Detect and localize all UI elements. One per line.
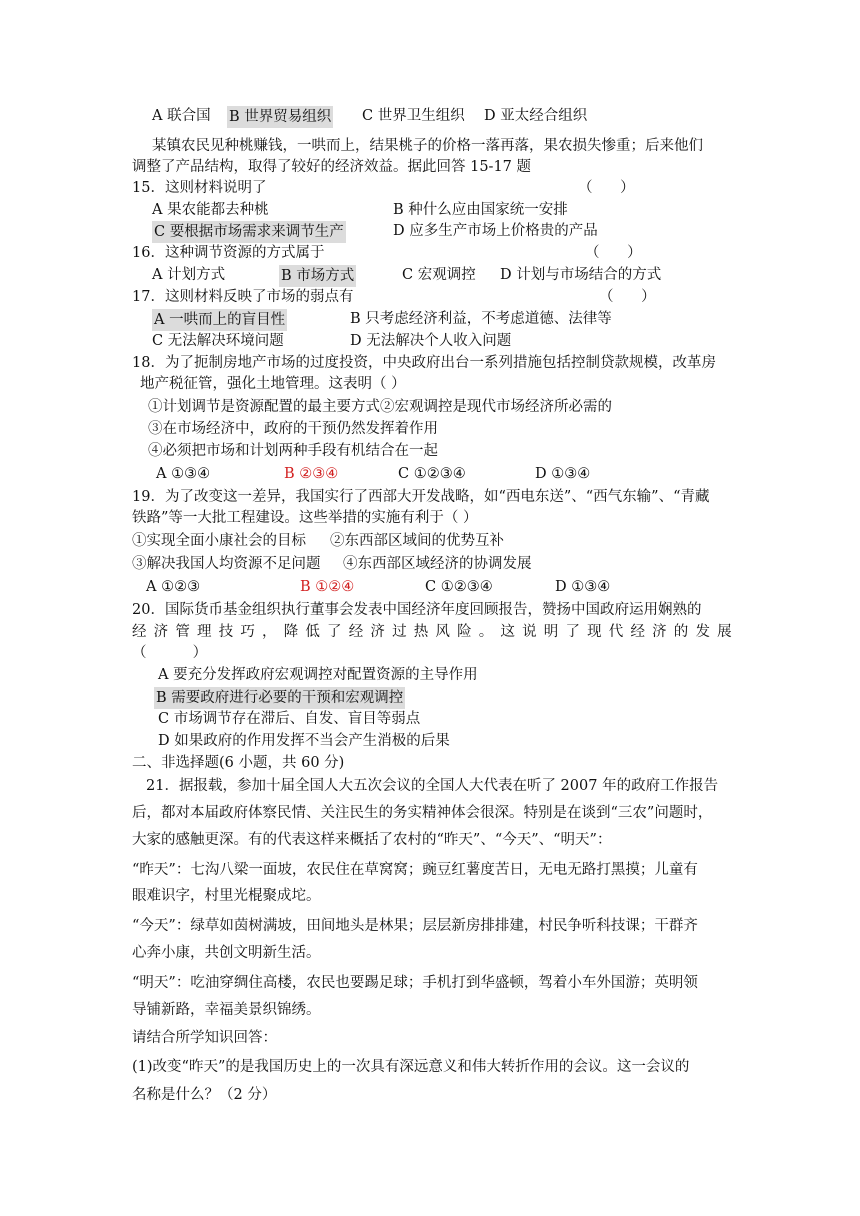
q20-stem-char: 过 [392,624,407,640]
q20-stem-char: 现 [587,624,602,640]
q20-option-d: D 如果政府的作用发挥不当会产生消极的后果 [158,733,450,749]
q20-stem-char: 经 [630,624,645,640]
q19-option-b: B ①②④ [300,579,355,595]
material-line-2: 调整了产品结构，取得了较好的经济效益。据此回答 15-17 题 [132,159,532,175]
q15-option-d: D 应多生产市场上价格贵的产品 [393,223,598,239]
q16-option-d: D 计划与市场结合的方式 [500,267,662,283]
q20-stem-char: 说 [522,624,537,640]
q16-stem: 16．这种调节资源的方式属于 [132,245,325,261]
q20-stem-char: 了 [565,624,580,640]
q19-statement-2: ②东西部区域间的优势互补 [330,533,504,549]
q20-option-b: B 需要政府进行必要的干预和宏观调控 [154,687,405,709]
q20-stem-line-1: 20．国际货币基金组织执行董事会发表中国经济年度回顾报告，赞扬中国政府运用娴熟的 [132,602,702,618]
q17-option-c: C 无法解决环境问题 [152,333,284,349]
q18-option-d: D ①③④ [535,466,591,482]
q19-stem-line-2: 铁路”等一大批工程建设。这些举措的实施有利于（ ） [132,510,478,526]
q17-option-b: B 只考虑经济利益，不考虑道德、法律等 [350,311,612,327]
q19-option-d: D ①③④ [555,579,611,595]
q17-stem: 17．这则材料反映了市场的弱点有 [132,289,354,305]
q16-answer-paren: （ ） [585,245,642,261]
q15-stem: 15．这则材料说明了 [132,180,267,196]
q19-statement-4: ④东西部区域经济的协调发展 [343,556,532,572]
q19-option-a: A ①②③ [146,579,201,595]
q16-option-c: C 宏观调控 [402,267,476,283]
q20-stem-char: 了 [327,624,342,640]
q20-stem-char: 代 [608,624,624,640]
material-line-1: 某镇农民见种桃赚钱，一哄而上，结果桃子的价格一落再落，果农损失惨重；后来他们 [152,138,703,154]
q19-statement-3: ③解决我国人均资源不足问题 [132,556,321,572]
q18-statement-3: ④必须把市场和计划两种手段有机结合在一起 [148,443,438,459]
q21-today-line-1: “今天”：绿草如茵树满坡，田间地头是林果；层层新房排排建，村民争听科技课；干群齐 [132,918,698,934]
q20-stem-char: 理 [197,624,212,640]
q21-para-line-2: 后，都对本届政府体察民情、关注民生的务实精神体会很深。特别是在谈到“三农”问题时， [132,805,713,821]
q16-option-b: B 市场方式 [279,265,356,287]
q20-stem-char: 济 [652,624,667,640]
q18-stem-line-1: 18．为了扼制房地产市场的过度投资，中央政府出台一系列措施包括控制贷款规模，改革房 [132,355,716,371]
q14-option-c: C 世界卫生组织 [362,108,465,124]
q15-answer-paren: （ ） [578,180,635,196]
q20-stem-char: 展 [717,624,732,640]
q20-stem-char: 的 [673,624,689,640]
q21-tomorrow-line-1: “明天”：吃油穿绸住高楼，农民也要踢足球；手机打到华盛顿，驾着小车外国游；英明领 [132,975,698,991]
q20-stem-char: 技 [218,624,234,640]
q21-today-line-2: 心奔小康，共创文明新生活。 [132,945,321,961]
q14-option-a: A 联合国 [152,108,211,124]
q14-option-b: B 世界贸易组织 [227,106,333,128]
q21-para-line-3: 大家的感触更深。有的代表这样来概括了农村的“昨天”、“今天”、“明天”： [132,832,612,848]
q20-stem-char: 低 [305,624,320,640]
q20-answer-paren: （ ） [132,645,208,661]
q20-stem-line-2 [132,622,732,642]
q18-option-c: C ①②③④ [398,466,466,482]
q20-stem-char: ， [262,624,277,640]
q15-option-c: C 要根据市场需求来调节生产 [152,221,346,243]
q20-stem-char: 管 [175,624,190,640]
q17-option-d: D 无法解决个人收入问题 [350,333,512,349]
q20-option-c: C 市场调节存在滞后、自发、盲目等弱点 [158,711,421,727]
q20-stem-char: 降 [283,624,299,640]
q18-option-b: B ②③④ [284,466,339,482]
q17-answer-paren: （ ） [599,289,656,305]
q19-statement-1: ①实现全面小康社会的目标 [132,533,306,549]
q20-stem-char: 经 [132,624,147,640]
q20-stem-char: 险 [457,624,472,640]
q21-prompt: 请结合所学知识回答： [132,1030,277,1046]
q17-option-a: A 一哄而上的盲目性 [152,309,287,331]
q18-option-a: A ①③④ [156,466,211,482]
q21-yesterday-line-1: “昨天”：七沟八梁一面坡，农民住在草窝窝；豌豆红薯度苦日，无电无路打黑摸；儿童有 [132,862,698,878]
q19-option-c: C ①②③④ [425,579,493,595]
q21-yesterday-line-2: 眼难识字，村里光棍聚成坨。 [132,888,321,904]
q20-option-a: A 要充分发挥政府宏观调控对配置资源的主导作用 [158,667,478,683]
q18-stem-line-2: 地产税征管，强化土地管理。这表明（ ） [140,376,406,392]
q15-option-a: A 果农能都去种桃 [152,202,269,218]
q20-stem-char: 济 [153,624,169,640]
q21-sub1-line-1: (1)改变“昨天”的是我国历史上的一次具有深远意义和伟大转折作用的会议。这一会议的 [132,1059,690,1075]
q20-stem-char: 明 [543,624,559,640]
q20-stem-char: 风 [435,624,450,640]
q21-para-line-1: 21．据报载，参加十届全国人大五次会议的全国人大代表在听了 2007 年的政府工作报告 [146,778,719,794]
q15-option-b: B 种什么应由国家统一安排 [393,202,568,218]
section-heading: 二、非选择题(6 小题，共 60 分) [132,755,345,771]
q19-stem-line-1: 19．为了改变这一差异，我国实行了西部大开发战略，如“西电东送”、“西气东输”、“青藏 [132,489,710,505]
q20-stem-char: 这 [500,624,515,640]
q18-statement-1: ①计划调节是资源配置的最主要方式②宏观调控是现代市场经济所必需的 [148,399,612,415]
q20-stem-char: 经 [348,624,364,640]
q18-statement-2: ③在市场经济中，政府的干预仍然发挥着作用 [148,421,438,437]
q14-option-d: D 亚太经合组织 [484,108,588,124]
q16-option-a: A 计划方式 [152,267,226,283]
q20-stem-char: 发 [695,624,710,640]
q21-sub1-line-2: 名称是什么？（2 分） [132,1087,277,1103]
q20-stem-char: 济 [370,624,385,640]
q20-stem-char: 热 [413,624,429,640]
q21-tomorrow-line-2: 导铺新路，幸福美景织锦绣。 [132,1002,321,1018]
q20-stem-char: 。 [478,624,494,640]
q20-stem-char: 巧 [240,624,255,640]
